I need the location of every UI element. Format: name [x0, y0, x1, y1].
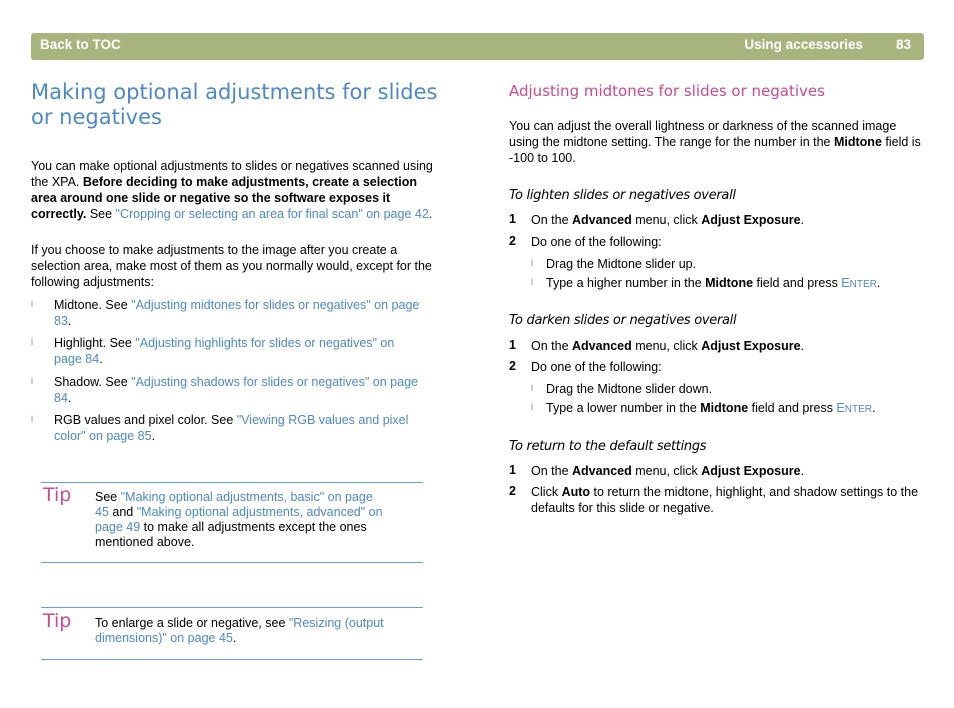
bullet-midtone — [54, 297, 424, 329]
section-link[interactable]: Using accessories — [744, 37, 863, 52]
bullet-icon: l — [31, 414, 33, 424]
step-text: On the — [531, 339, 572, 353]
bullet-shadow — [54, 374, 424, 406]
lighten-option-2 — [546, 275, 916, 293]
page-number: 83 — [895, 37, 911, 52]
tip-text-part: and — [108, 505, 137, 519]
bullet-period: . — [67, 391, 72, 405]
step-number: 1 — [509, 212, 516, 226]
default-heading: To return to the default settings — [509, 439, 707, 454]
option-text: field and press — [748, 401, 837, 415]
step-number: 1 — [509, 463, 516, 477]
advanced-adjustments-link[interactable]: "Making optional adjustments, advanced" on page 49 — [95, 505, 383, 534]
midtone-field-name: Midtone — [700, 401, 749, 415]
default-step-2 — [531, 484, 923, 516]
midtone-field-name: Midtone — [705, 276, 754, 290]
bullet-period: . — [99, 352, 103, 366]
lighten-step-2: Do one of the following: — [531, 235, 662, 249]
darken-option-2 — [546, 400, 916, 418]
option-period: . — [876, 276, 881, 290]
auto-button-name: Auto — [561, 485, 591, 499]
darken-option-1: Drag the Midtone slider down. — [546, 382, 713, 396]
enter-key-first: E — [841, 276, 850, 290]
advanced-menu-name: Advanced — [572, 213, 632, 227]
default-step-1 — [531, 463, 921, 479]
step-number: 2 — [509, 359, 516, 373]
bullet-icon: l — [531, 277, 533, 287]
darken-heading: To darken slides or negatives overall — [509, 313, 737, 328]
tip-divider — [41, 562, 423, 563]
bullet-period: . — [151, 429, 156, 443]
bullet-icon: l — [531, 402, 533, 412]
step-text: Click — [531, 485, 562, 499]
step-text: menu, click — [631, 464, 702, 478]
tip-divider — [41, 659, 423, 660]
page-title: Making optional adjustments for slides or negatives — [31, 80, 438, 129]
bullet-text: Highlight. See — [54, 336, 136, 350]
bullet-icon: l — [31, 376, 33, 386]
header-bar — [31, 33, 924, 60]
darken-step-1 — [531, 338, 921, 354]
highlights-link[interactable]: "Adjusting highlights for slides or negatives" on page 84 — [54, 336, 395, 366]
bullet-period: . — [67, 314, 72, 328]
intro-paragraph — [31, 158, 441, 222]
tip-label: Tip — [43, 484, 72, 506]
step-text: menu, click — [631, 213, 702, 227]
rgb-link[interactable]: "Viewing RGB values and pixel color" on page 85 — [54, 413, 409, 443]
option-text: Type a higher number in the — [546, 276, 706, 290]
bullet-rgb — [54, 412, 434, 444]
bullet-text: Shadow. See — [54, 375, 132, 389]
tip-text-part: To enlarge a slide or negative, see — [95, 616, 289, 630]
bullet-highlight — [54, 335, 424, 367]
adjust-exposure-name: Adjust Exposure — [701, 213, 801, 227]
step-text: to return the midtone, highlight, and shadow settings to the defaults for this slide or negative. — [531, 485, 919, 515]
step-number: 1 — [509, 338, 516, 352]
step-text: On the — [531, 464, 572, 478]
step-number: 2 — [509, 234, 516, 248]
enter-key-first: E — [836, 401, 845, 415]
enter-key-name — [836, 401, 872, 415]
midtones-link[interactable]: "Adjusting midtones for slides or negatives" on page 83 — [54, 298, 420, 328]
lighten-step-1 — [531, 212, 921, 228]
tip-text — [95, 616, 415, 646]
option-period: . — [872, 401, 876, 415]
resizing-link[interactable]: "Resizing (output dimensions)" on page 45 — [95, 616, 384, 645]
section-title: Adjusting midtones for slides or negatives — [509, 82, 825, 100]
darken-step-2: Do one of the following: — [531, 360, 662, 374]
advanced-menu-name: Advanced — [572, 339, 632, 353]
intro-bold-text: Before deciding to make adjustments, create a selection area around one slide or negative so the software exposes it correctly. — [31, 175, 418, 221]
shadows-link[interactable]: "Adjusting shadows for slides or negatives" on page 84 — [54, 375, 418, 405]
bullet-text: RGB values and pixel color. See — [54, 413, 237, 427]
step-period: . — [800, 339, 805, 353]
bullet-icon: l — [31, 337, 33, 347]
tip-divider — [41, 482, 423, 483]
step-period: . — [800, 464, 805, 478]
tip-text-part: to make all adjustments except the ones mentioned above. — [95, 520, 367, 549]
bullet-icon: l — [531, 258, 533, 268]
step-period: . — [800, 213, 805, 227]
bullet-text: Midtone. See — [54, 298, 132, 312]
intro-text: You can adjust the overall lightness or darkness of the scanned image using the midtone setting. The range for the number in the — [509, 119, 897, 149]
adjust-exposure-name: Adjust Exposure — [701, 339, 801, 353]
intro-text: You can make optional adjustments to slides or negatives scanned using the XPA. — [31, 159, 433, 189]
bullet-icon: l — [31, 299, 33, 309]
tip-text — [95, 490, 385, 550]
step-text: menu, click — [631, 339, 702, 353]
step-text: On the — [531, 213, 572, 227]
lighten-heading: To lighten slides or negatives overall — [509, 188, 736, 203]
enter-key-rest: NTER — [844, 404, 872, 415]
option-text: field and press — [753, 276, 842, 290]
tip-text-part: See — [95, 490, 121, 504]
midtone-intro — [509, 118, 924, 166]
enter-key-rest: NTER — [849, 279, 877, 290]
midtone-bold: Midtone — [833, 135, 882, 149]
lighten-option-1: Drag the Midtone slider up. — [546, 257, 697, 271]
enter-key-name — [841, 276, 877, 290]
exceptions-paragraph: If you choose to make adjustments to the image after you create a selection area, make most of them as you normally would, except for the following adjustments: — [31, 243, 432, 289]
bullet-icon: l — [531, 383, 533, 393]
basic-adjustments-link[interactable]: "Making optional adjustments, basic" on page 45 — [95, 490, 373, 519]
cropping-link[interactable]: "Cropping or selecting an area for final scan" on page 42 — [115, 207, 429, 221]
option-text: Type a lower number in the — [546, 401, 701, 415]
intro-text: field is -100 to 100. — [509, 135, 921, 165]
back-to-toc-link[interactable]: Back to TOC — [40, 37, 121, 52]
intro-text-see: See — [86, 207, 116, 221]
tip-divider — [41, 607, 423, 608]
adjust-exposure-name: Adjust Exposure — [701, 464, 801, 478]
intro-period: . — [428, 207, 433, 221]
advanced-menu-name: Advanced — [572, 464, 632, 478]
tip-label: Tip — [43, 610, 72, 632]
tip-text-part: . — [232, 631, 237, 645]
step-number: 2 — [509, 484, 516, 498]
